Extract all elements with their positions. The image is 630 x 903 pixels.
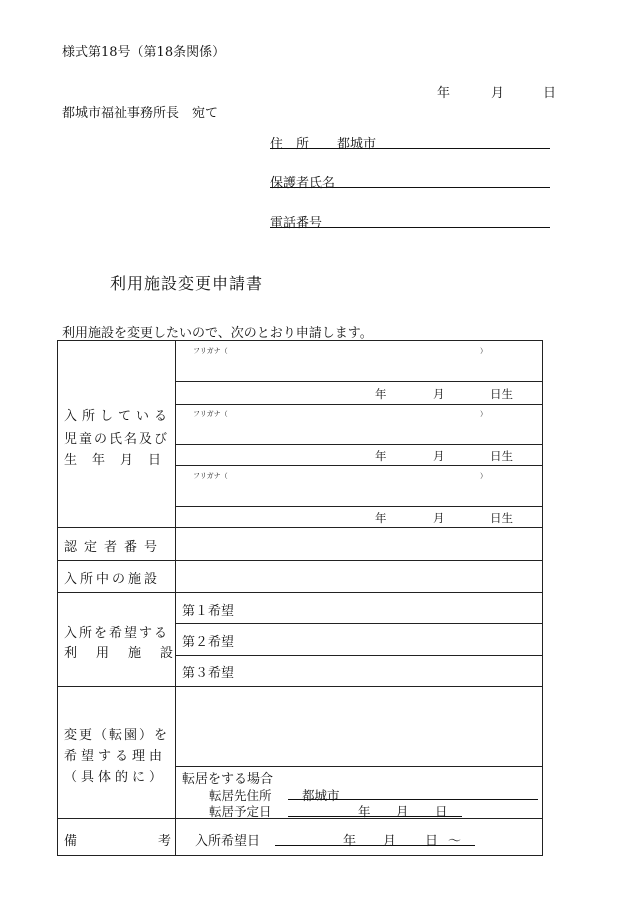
address-value[interactable]: 都城市 [337, 137, 377, 152]
reason-text-field[interactable] [176, 687, 542, 765]
phone-label: 電話番号 [270, 216, 323, 231]
date-year-label: 年 [437, 86, 451, 101]
form-number: 様式第18号（第18条関係） [62, 45, 226, 60]
addressee: 都城市福祉事務所長 宛て [62, 106, 219, 121]
date-day-label: 日 [543, 86, 557, 101]
move-date-label: 転居予定日 [209, 804, 272, 819]
moving-header: 転居をする場合 [182, 772, 274, 787]
cert-number-label: 認定者番号 [64, 540, 165, 555]
desired-choice-2[interactable]: 第２希望 [182, 635, 235, 650]
new-address-label: 転居先住所 [209, 788, 272, 803]
desired-choice-1[interactable]: 第１希望 [182, 604, 235, 619]
address-underline [270, 134, 550, 149]
children-label-line3: 生年月日 [64, 453, 177, 468]
reason-label-line1: 変更（転園）を [64, 728, 170, 743]
remarks-label-right: 考 [158, 834, 172, 849]
phone-field[interactable] [270, 213, 550, 228]
entry-date-label: 入所希望日 [195, 834, 261, 849]
desired-label-line1: 入所を希望する [64, 626, 170, 641]
entry-date-field[interactable] [275, 830, 475, 846]
desired-choice-3[interactable]: 第３希望 [182, 666, 235, 681]
guardian-name-label: 保護者氏名 [270, 176, 336, 191]
children-label-line2: 児童の氏名及び [64, 432, 170, 447]
guardian-name-field[interactable] [270, 173, 550, 188]
current-facility-label: 入所中の施設 [64, 572, 161, 587]
form-title: 利用施設変更申請書 [110, 274, 264, 293]
furigana-label: フリガナ（ [193, 347, 228, 355]
address-label: 住 所 [270, 137, 310, 152]
children-label-line1: 入所している [64, 409, 173, 424]
reason-label-line3: （具体的に） [64, 770, 167, 785]
new-address-underline [288, 786, 538, 800]
desired-label-line2: 利用施設 [64, 646, 193, 661]
current-facility-field[interactable] [176, 561, 542, 591]
table-column-divider [175, 340, 176, 856]
new-address-value[interactable]: 都城市 [302, 788, 340, 803]
intro-text: 利用施設を変更したいので、次のとおり申請します。 [62, 326, 373, 341]
reason-label-line2: 希望する理由 [64, 749, 167, 764]
cert-number-field[interactable] [176, 528, 542, 559]
date-month-label: 月 [491, 86, 505, 101]
remarks-label-left: 備 [64, 834, 78, 849]
